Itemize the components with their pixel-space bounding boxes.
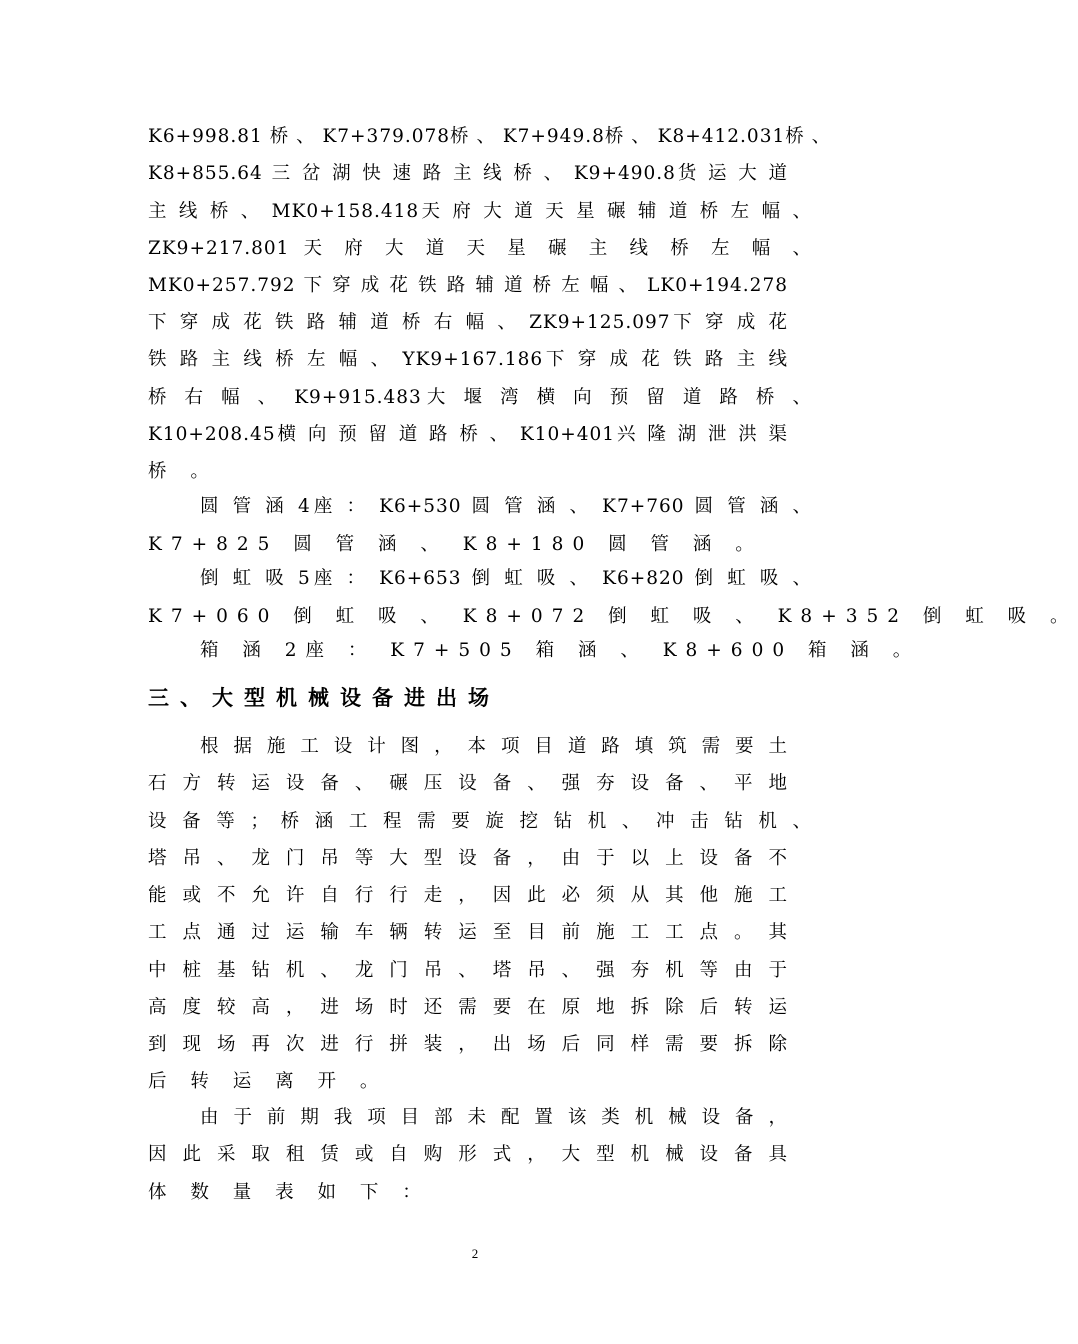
- section-para1-line-2: 石 方 转 运 设 备 、 碾 压 设 备 、 强 夯 设 备 、 平 地: [148, 773, 788, 794]
- section-para1-line-8: 高 度 较 高 ， 进 场 时 还 需 要 在 原 地 拆 除 后 转 运: [148, 997, 788, 1018]
- bridge-line-8: 桥 右 幅 、 K9+915.483大 堰 湾 横 向 预 留 道 路 桥 、: [148, 387, 812, 408]
- bridge-line-9: K10+208.45横 向 预 留 道 路 桥 、 K10+401兴 隆 湖 泄 洪 渠: [148, 424, 788, 445]
- section-para2-line-3: 体 数 量 表 如 下 ：: [148, 1182, 430, 1203]
- siphon-line-2: K7+060 倒 虹 吸 、 K8+072 倒 虹 吸 、 K8+352 倒 虹 吸 。: [148, 606, 1078, 627]
- culvert-line-1: 圆 管 涵 4座 ： K6+530 圆 管 涵 、 K7+760 圆 管 涵 、: [200, 496, 812, 517]
- bridge-line-10: 桥 。: [148, 461, 218, 482]
- culvert-line-2: K7+825 圆 管 涵 、 K8+180 圆 管 涵 。: [148, 534, 763, 555]
- siphon-line-1: 倒 虹 吸 5座 ： K6+653 倒 虹 吸 、 K6+820 倒 虹 吸 、: [200, 568, 812, 589]
- bridge-line-4: ZK9+217.801 天 府 大 道 天 星 碾 主 线 桥 左 幅 、: [148, 238, 812, 259]
- bridge-line-1: K6+998.81 桥 、 K7+379.078桥 、 K7+949.8桥 、 K8+412.031桥 、: [148, 126, 832, 147]
- bridge-line-5: MK0+257.792 下 穿 成 花 铁 路 辅 道 桥 左 幅 、 LK0+194.278: [148, 275, 788, 296]
- section-para1-line-6: 工 点 通 过 运 输 车 辆 转 运 至 目 前 施 工 工 点 。 其: [148, 922, 788, 943]
- section-para1-line-9: 到 现 场 再 次 进 行 拼 装 ， 出 场 后 同 样 需 要 拆 除: [148, 1034, 788, 1055]
- bridge-line-3: 主 线 桥 、 MK0+158.418天 府 大 道 天 星 碾 辅 道 桥 左 幅 、: [148, 201, 812, 222]
- page-number: 2: [471, 1246, 479, 1261]
- section-para1-line-5: 能 或 不 允 许 自 行 行 走 ， 因 此 必 须 从 其 他 施 工: [148, 885, 788, 906]
- bridge-line-7: 铁 路 主 线 桥 左 幅 、 YK9+167.186下 穿 成 花 铁 路 主 线: [148, 349, 788, 370]
- section-para1-line-4: 塔 吊 、 龙 门 吊 等 大 型 设 备 ， 由 于 以 上 设 备 不: [148, 848, 788, 869]
- section-para1-line-1: 根 据 施 工 设 计 图 ， 本 项 目 道 路 填 筑 需 要 土: [200, 736, 788, 757]
- bridge-line-6: 下 穿 成 花 铁 路 辅 道 桥 右 幅 、 ZK9+125.097下 穿 成 花: [148, 312, 788, 333]
- section-para2-line-1: 由 于 前 期 我 项 目 部 未 配 置 该 类 机 械 设 备 ，: [200, 1107, 788, 1128]
- section-heading: 三、大型机械设备进出场: [148, 686, 500, 710]
- section-para1-line-7: 中 桩 基 钻 机 、 龙 门 吊 、 塔 吊 、 强 夯 机 等 由 于: [148, 960, 788, 981]
- section-para1-line-3: 设 备 等 ； 桥 涵 工 程 需 要 旋 挖 钻 机 、 冲 击 钻 机 、: [148, 811, 812, 832]
- box-culvert-line: 箱 涵 2座 ： K7+505 箱 涵 、 K8+600 箱 涵 。: [200, 640, 921, 661]
- section-para2-line-2: 因 此 采 取 租 赁 或 自 购 形 式 ， 大 型 机 械 设 备 具: [148, 1144, 788, 1165]
- section-para1-line-10: 后 转 运 离 开 。: [148, 1071, 388, 1092]
- bridge-line-2: K8+855.64 三 岔 湖 快 速 路 主 线 桥 、 K9+490.8货 运 大 道: [148, 163, 788, 184]
